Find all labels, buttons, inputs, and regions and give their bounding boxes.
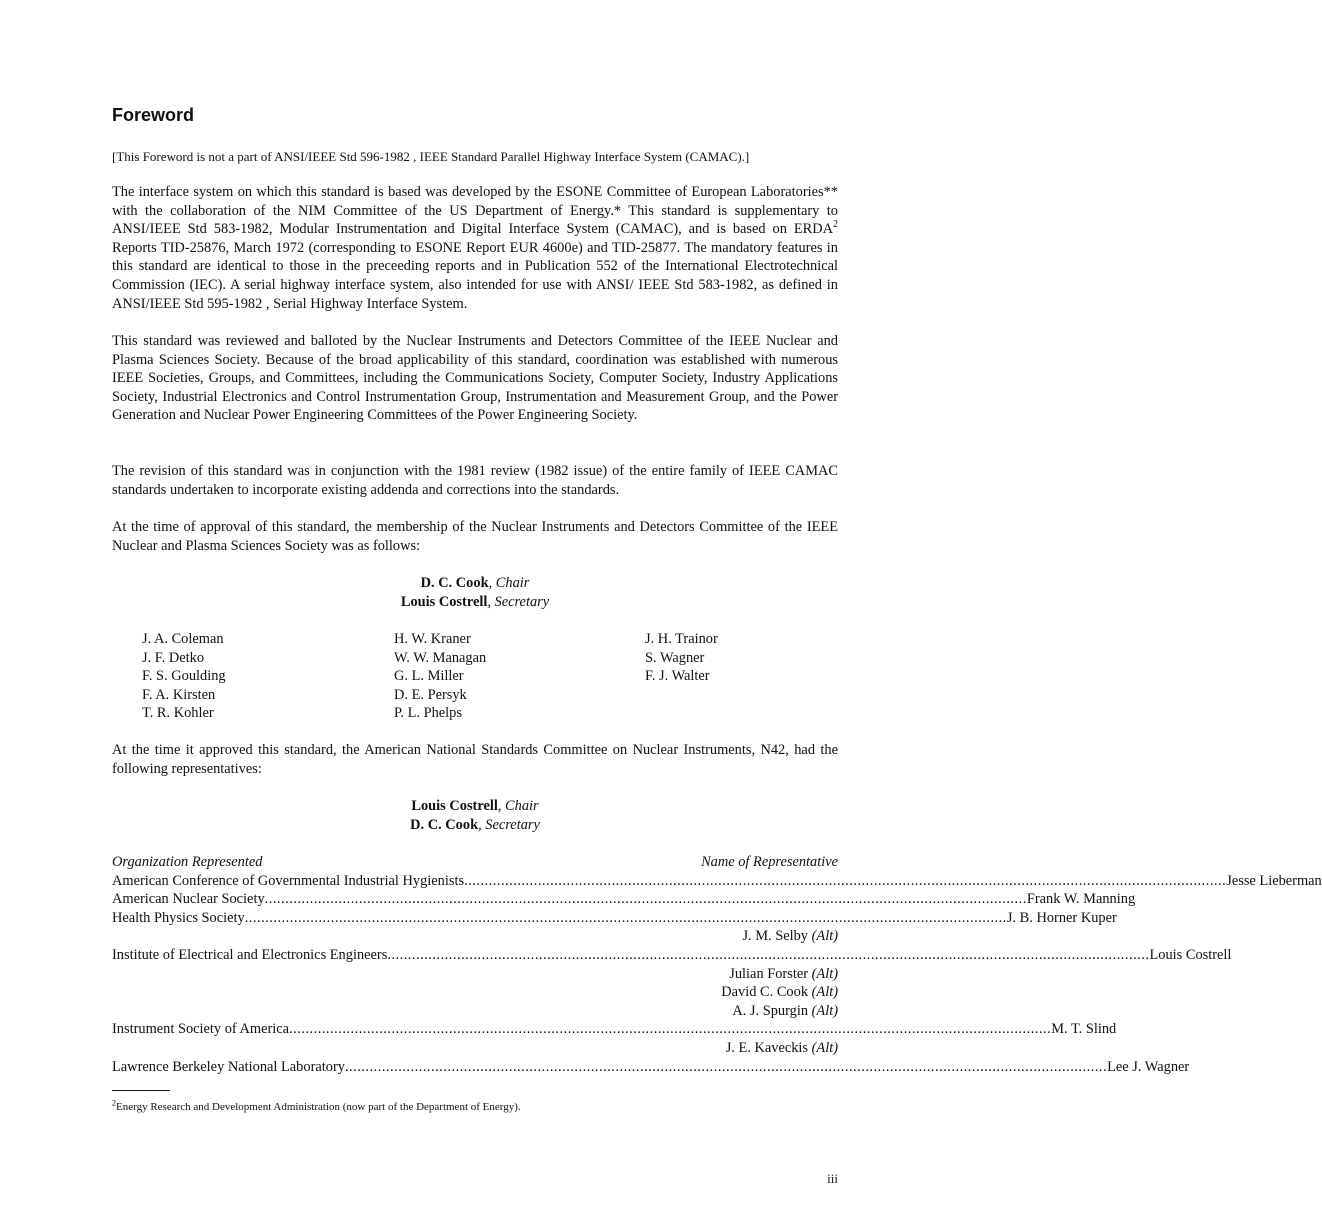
alt-label: (Alt) <box>811 984 838 1001</box>
alt-name: Julian Forster <box>729 965 809 982</box>
alt-name: J. E. Kaveckis <box>725 1039 809 1056</box>
secretary-role: , Secretary <box>487 593 550 610</box>
chair-name: D. C. Cook <box>420 575 489 591</box>
alt-row <box>112 1002 838 1021</box>
member-name: F. J. Walter <box>645 668 710 685</box>
member-name: W. W. Managan <box>394 649 487 666</box>
org-row <box>112 1020 1117 1039</box>
footnote-ref: 2 <box>833 219 838 231</box>
representatives-header <box>112 853 838 872</box>
member-column-1 <box>142 630 382 723</box>
paragraph-1 <box>112 183 838 313</box>
leader-dots: .......................................................................................................................................................................................... <box>244 909 1007 926</box>
alt-label: (Alt) <box>811 1039 838 1056</box>
chair-line <box>112 574 838 593</box>
member-name: F. A. Kirsten <box>142 686 216 703</box>
committee-officers <box>112 574 838 611</box>
rep-name: Louis Costrell <box>1149 946 1232 963</box>
member-name: S. Wagner <box>645 649 705 666</box>
org-row <box>112 890 1136 909</box>
member-name: P. L. Phelps <box>394 705 462 722</box>
org-name: Institute of Electrical and Electronics Engineers <box>112 946 388 963</box>
footnote-marker: 2 <box>112 1098 116 1108</box>
org-row <box>112 1058 1190 1077</box>
secretary-line <box>112 593 838 612</box>
page-title: Foreword <box>112 105 195 125</box>
org-row <box>112 909 1117 928</box>
member-column-3 <box>645 630 885 686</box>
chair-name: Louis Costrell <box>411 798 498 814</box>
rep-name: Lee J. Wagner <box>1107 1058 1190 1075</box>
member-name: J. F. Detko <box>142 649 205 666</box>
rep-name: Frank W. Manning <box>1026 891 1136 908</box>
org-name: Lawrence Berkeley National Laboratory <box>112 1058 345 1075</box>
paragraph-1-text-b: Reports TID-25876, March 1972 (corresponding to ESONE Report EUR 4600e) and TID-25877. The mandatory features in this standard are identical to those in the preceeding reports and in Publication 552 of the International Electrotechnical Commission (IEC). A serial highway interface system, also intended for use with ANSI/ IEEE Std 583-1982, as defined in ANSI/IEEE Std 595-1982 , Serial Highway Interface System. <box>112 239 838 312</box>
secretary-name: Louis Costrell <box>400 593 488 610</box>
footnote-text: Energy Research and Development Administration (now part of the Department of Energy). <box>116 1101 521 1113</box>
rep-name: M. T. Slind <box>1051 1021 1117 1038</box>
alt-name: A. J. Spurgin <box>732 1002 809 1019</box>
leader-dots: .......................................................................................................................................................................................... <box>264 891 1027 908</box>
alt-name: David C. Cook <box>721 984 809 1001</box>
leader-dots: .......................................................................................................................................................................................... <box>464 872 1227 889</box>
secretary-name: D. C. Cook <box>410 816 479 833</box>
paragraph-1-text-a: The interface system on which this standard is based was developed by the ESONE Committee of European Laboratories** with the collaboration of the NIM Committee of the US Department of Energy.* This standard is supplementary to ANSI/IEEE Std 583-1982, Modular Instrumentation and Digital Interface System (CAMAC), and is based on ERDA <box>112 184 838 238</box>
alt-row <box>112 983 838 1002</box>
member-name: D. E. Persyk <box>394 686 467 703</box>
leader-dots: .......................................................................................................................................................................................... <box>387 946 1150 963</box>
member-name: J. H. Trainor <box>645 631 718 647</box>
chair-role: , Chair <box>488 575 530 591</box>
alt-row <box>112 927 838 946</box>
paragraph-3: The revision of this standard was in conjunction with the 1981 review (1982 issue) of the entire family of IEEE CAMAC standards undertaken to incorporate existing addenda and corrections into the standards. <box>112 463 838 498</box>
org-name: Instrument Society of America <box>112 1021 290 1038</box>
alt-name: J. M. Selby <box>742 928 809 945</box>
paragraph-4: At the time of approval of this standard, the membership of the Nuclear Instruments and Detectors Committee of the IEEE Nuclear and Plasma Sciences Society was as follows: <box>112 519 838 554</box>
org-name: American Nuclear Society <box>112 891 265 908</box>
header-representative: Name of Representative <box>701 854 838 870</box>
header-organization: Organization Represented <box>112 854 263 870</box>
member-name: F. S. Goulding <box>142 668 226 685</box>
alt-row <box>112 965 838 984</box>
member-name: J. A. Coleman <box>142 631 224 647</box>
foreword-note: [This Foreword is not a part of ANSI/IEEE Std 596-1982 , IEEE Standard Parallel Highway Interface System (CAMAC).] <box>112 149 750 164</box>
secretary-role: , Secretary <box>478 816 540 833</box>
alt-label: (Alt) <box>811 965 838 982</box>
leader-dots: .......................................................................................................................................................................................... <box>344 1058 1108 1075</box>
n42-officers <box>112 797 838 834</box>
member-column-2 <box>394 630 634 723</box>
paragraph-5: At the time it approved this standard, the American National Standards Committee on Nuclear Instruments, N42, had the following representatives: <box>112 742 838 777</box>
paragraph-2: This standard was reviewed and balloted by the Nuclear Instruments and Detectors Committee of the IEEE Nuclear and Plasma Sciences Society. Because of the broad applicability of this standard, coordination was established with numerous IEEE Societies, Groups, and Committees, including the Communications Society, Computer Society, Industry Applications Society, Industrial Electronics and Control Instrumentation Group, Instrumentation and Measurement Group, and the Power Generation and Nuclear Power Engineering Committees of the Power Engineering Society. <box>112 333 838 424</box>
member-name: H. W. Kraner <box>394 631 471 647</box>
org-row <box>112 946 1232 965</box>
rep-name: Jesse Lieberman <box>1226 872 1322 889</box>
representatives-table <box>112 853 1322 1076</box>
member-name: G. L. Miller <box>394 668 464 685</box>
alt-label: (Alt) <box>811 1002 838 1019</box>
member-name: T. R. Kohler <box>142 705 214 722</box>
secretary-line <box>112 816 838 835</box>
page-number: iii <box>827 1171 838 1186</box>
leader-dots: .......................................................................................................................................................................................... <box>289 1021 1052 1038</box>
footnote <box>112 1098 521 1117</box>
alt-label: (Alt) <box>811 928 838 945</box>
alt-row <box>112 1039 838 1058</box>
org-name: Health Physics Society <box>112 909 245 926</box>
rep-name: J. B. Horner Kuper <box>1006 909 1117 926</box>
org-name: American Conference of Governmental Industrial Hygienists <box>112 872 465 889</box>
chair-role: , Chair <box>497 798 539 814</box>
footnote-divider <box>112 1090 170 1091</box>
org-row <box>112 872 1322 891</box>
chair-line <box>112 797 838 816</box>
